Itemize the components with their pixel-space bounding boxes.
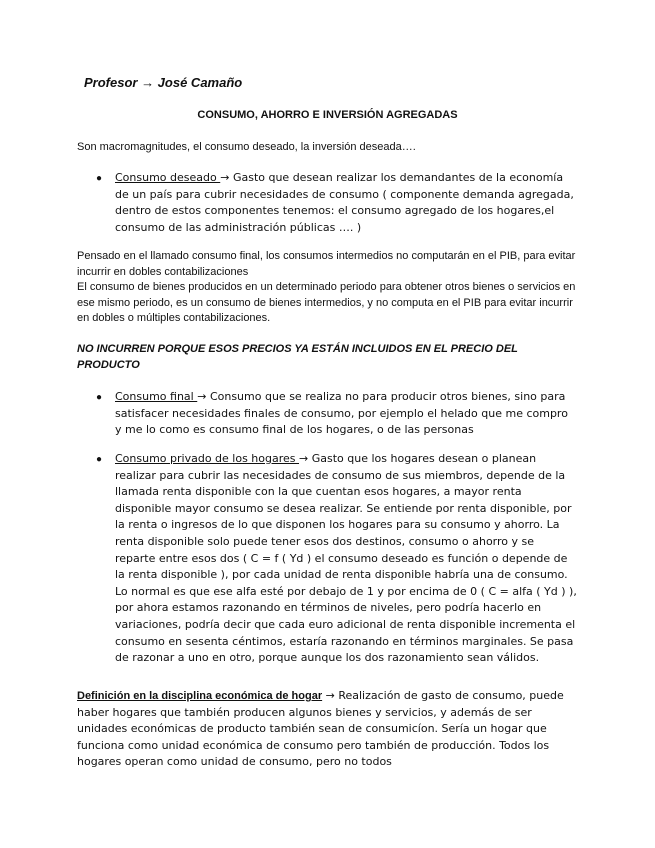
- bullet-dot-icon: ●: [96, 173, 103, 184]
- definition-hogar: [77, 688, 577, 771]
- bullet-body: → Consumo que se realiza no para producir otros bienes, sino para satisfacer necesidades finales de consumo, por ejemplo el helado que me compro y me lo como es consumo final de los hogares, o de las personas: [115, 390, 568, 437]
- bullet-body: → Gasto que los hogares desean o planean realizar para cubrir las necesidades de consumo de sus miembros, depende de la llamada renta disponible con la que cuentan esos hogares, a mayor renta disponible mayor consumo se desea realizar. Se entiende por renta disponible, por la renta o ingresos de lo que disponen los hogares para su consumo y ahorro. La renta disponible solo puede tener esos dos destinos, consumo o ahorro y se reparte entre esos dos ( C = f ( Yd ) el consumo deseado es función o depende de la renta disponible ), por cada unidad de renta disponible habría una de consumo. Lo normal es que ese alfa esté por debajo de 1 y por encima de 0 ( C = alfa ( Yd ) ), por ahora estamos razonando en términos de niveles, pero podría hacerlo en variaciones, podría decir que cada euro adicional de renta disponible incrementa el consumo en sesenta céntimos, estaría razonando en términos marginales. Se pasa de razonar a uno en otro, porque aunque los dos razonamiento sean válidos.: [115, 452, 577, 665]
- paragraph-line: Pensado en el llamado consumo final, los consumos intermedios no computarán en el PIB, para evitar incurrir en dobles contabilizaciones: [77, 250, 576, 278]
- bullet-term: Consumo privado de los hogares: [115, 452, 300, 465]
- author-line: Profesor → José Camaño: [84, 75, 243, 90]
- intro-paragraph: Son macromagnitudes, el consumo deseado, la inversión deseada….: [77, 141, 416, 153]
- paragraph-line: El consumo de bienes producidos en un determinado periodo para obtener otros bienes o servicios en ese mismo periodo, es un consumo de bienes intermedios, y no computa en el PIB para evitar incurrir en dobles o múltiples contabilizaciones.: [77, 281, 576, 324]
- emphasis-note: NO INCURREN PORQUE ESOS PRECIOS YA ESTÁN INCLUIDOS EN EL PRECIO DEL PRODUCTO: [77, 343, 518, 371]
- bullet-consumo-privado: [115, 451, 577, 667]
- bullet-consumo-deseado: [115, 170, 577, 236]
- bullet-term: Consumo deseado: [115, 171, 221, 184]
- bullet-dot-icon: ●: [96, 454, 103, 465]
- document-title: CONSUMO, AHORRO E INVERSIÓN AGREGADAS: [197, 109, 458, 121]
- definition-term: Definición en la disciplina económica de hogar: [77, 690, 323, 702]
- bullet-consumo-final: [115, 389, 577, 439]
- definition-body: → Realización de gasto de consumo, puede haber hogares que también producen algunos bienes y servicios, y además de ser unidades económicas de producto también sean de consumicíon. Sería un hogar que funciona como unidad económica de consumo pero también de producción. Todos los hogares operan como unidad de consumo, pero no todos: [77, 689, 564, 769]
- bullet-body: → Gasto que desean realizar los demandantes de la economía de un país para cubrir necesidades de consumo ( componente demanda agregada, dentro de estos componentes tenemos: el consumo agregado de los hogares,el consumo de las administración públicas …. ): [115, 171, 574, 234]
- consumo-intermedio-paragraph: [77, 249, 582, 327]
- bullet-term: Consumo final: [115, 390, 198, 403]
- bullet-dot-icon: ●: [96, 392, 103, 403]
